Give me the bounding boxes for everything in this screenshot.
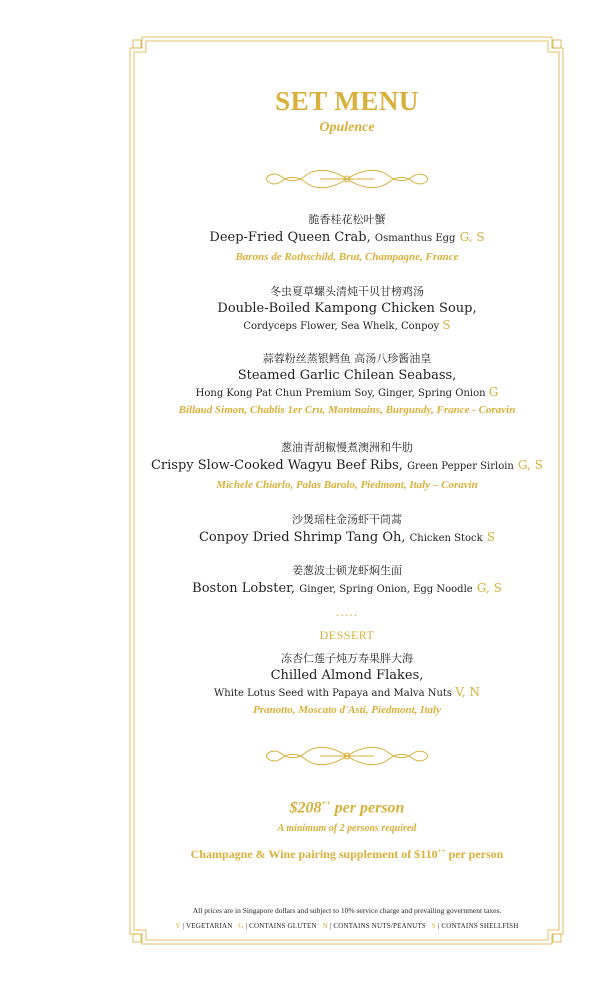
course-name-line [100, 579, 594, 599]
flourish-ornament-bottom [260, 743, 434, 769]
pairing-text: Champagne & Wine pairing supplement of $110 [190, 847, 438, 861]
course-name-line [100, 528, 594, 548]
course-description-line [100, 318, 594, 334]
dessert-name: Chilled Almond Flakes, [270, 668, 424, 683]
course-name-line [100, 456, 594, 476]
course-item [100, 212, 594, 266]
page-title: SET MENU [275, 86, 419, 116]
price-amount: $208 [289, 799, 322, 817]
course-chinese-name: 冬虫夏草螺头清炖干贝甘榜鸡汤 [270, 285, 424, 298]
course-chinese-name: 葱油青胡椒慢煮澳洲和牛肋 [281, 441, 413, 454]
course-description: Hong Kong Pat Chun Premium Soy, Ginger, Spring Onion [195, 388, 486, 399]
course-name: Conpoy Dried Shrimp Tang Oh, [198, 530, 406, 545]
course-item [100, 351, 594, 419]
price-per-person [140, 799, 554, 817]
course-chinese-name: 沙煲瑶柱金汤虾干茼蒿 [292, 513, 402, 526]
allergen-tags: S [442, 318, 451, 332]
wine-pairing-supplement [130, 847, 564, 862]
price-suffix: per person [330, 799, 405, 817]
course-name: Crispy Slow-Cooked Wagyu Beef Ribs, [150, 458, 403, 473]
wine-pairing: Barons de Rothschild, Brut, Champagne, France [235, 251, 459, 263]
course-description: Chicken Stock [409, 533, 483, 544]
legend-key: S [431, 922, 436, 930]
course-name: Double-Boiled Kampong Chicken Soup, [217, 301, 477, 316]
allergen-tags: G, S [476, 581, 502, 595]
legend-label: CONTAINS NUTS/PEANUTS [333, 922, 426, 930]
course-chinese-name: 姜葱波士顿龙虾焖生面 [292, 564, 402, 577]
course-item [100, 284, 594, 334]
course-name-line [100, 228, 594, 248]
allergen-tags: S [486, 530, 496, 544]
dessert-description-line [100, 685, 594, 701]
allergen-tags: V, N [455, 685, 480, 699]
course-description: Ginger, Spring Onion, Egg Noodle [299, 584, 473, 595]
course-description: Osmanthus Egg [374, 233, 456, 244]
course-description: Cordyceps Flower, Sea Whelk, Conpoy [243, 321, 440, 332]
dessert-item [100, 651, 594, 719]
course-description: Green Pepper Sirloin [407, 461, 514, 472]
wine-pairing: Pranotto, Moscato d'Asti, Piedmont, Italy [253, 704, 441, 716]
legend-label: CONTAINS GLUTEN [249, 922, 317, 930]
pairing-suffix: per person [445, 847, 504, 861]
course-name: Boston Lobster, [192, 581, 296, 596]
legend-key: V [175, 922, 181, 930]
allergen-tags: G [488, 385, 499, 399]
course-chinese-name: 脆香桂花松叶蟹 [308, 213, 386, 226]
section-separator: ..... [335, 606, 359, 619]
course-item [100, 440, 594, 494]
course-item [100, 512, 594, 548]
course-description-line [100, 385, 594, 401]
minimum-persons-note: A minimum of 2 persons required [277, 823, 417, 834]
legend-label: CONTAINS SHELLFISH [441, 922, 519, 930]
menu-subtitle: Opulence [319, 120, 375, 135]
dietary-legend: V | VEGETARIAN G | CONTAINS GLUTEN N | CONTAINS NUTS/PEANUTS S | CONTAINS SHELLFISH [175, 922, 519, 930]
dessert-heading: DESSERT [319, 628, 375, 642]
legend-key: G [238, 922, 244, 930]
pairing-plus-plus: ++ [437, 847, 446, 855]
flourish-ornament-top [260, 166, 434, 192]
dessert-chinese-name: 冻杏仁莲子炖万寿果胖大海 [281, 652, 413, 665]
allergen-tags: G, S [518, 458, 544, 472]
legend-key: N [322, 922, 328, 930]
legend-label: VEGETARIAN [185, 922, 233, 930]
course-name: Deep-Fried Queen Crab, [209, 230, 371, 245]
course-chinese-name: 蒜蓉粉丝蒸银鳕鱼 高汤八珍酱油皇 [262, 352, 432, 365]
course-name: Steamed Garlic Chilean Seabass, [237, 368, 457, 383]
price-plus-plus: ++ [321, 799, 331, 808]
wine-pairing: Michele Chiarlo, Palas Barolo, Piedmont, Italy – Coravin [216, 479, 478, 491]
wine-pairing: Billaud Simon, Chablis 1er Cru, Montmains, Burgundy, France - Coravin [178, 404, 516, 416]
course-item [100, 563, 594, 599]
tax-note: All prices are in Singapore dollars and subject to 10% service charge and prevailing government taxes. [192, 906, 502, 915]
dessert-description: White Lotus Seed with Papaya and Malva Nuts [214, 688, 453, 699]
allergen-tags: G, S [459, 230, 485, 244]
